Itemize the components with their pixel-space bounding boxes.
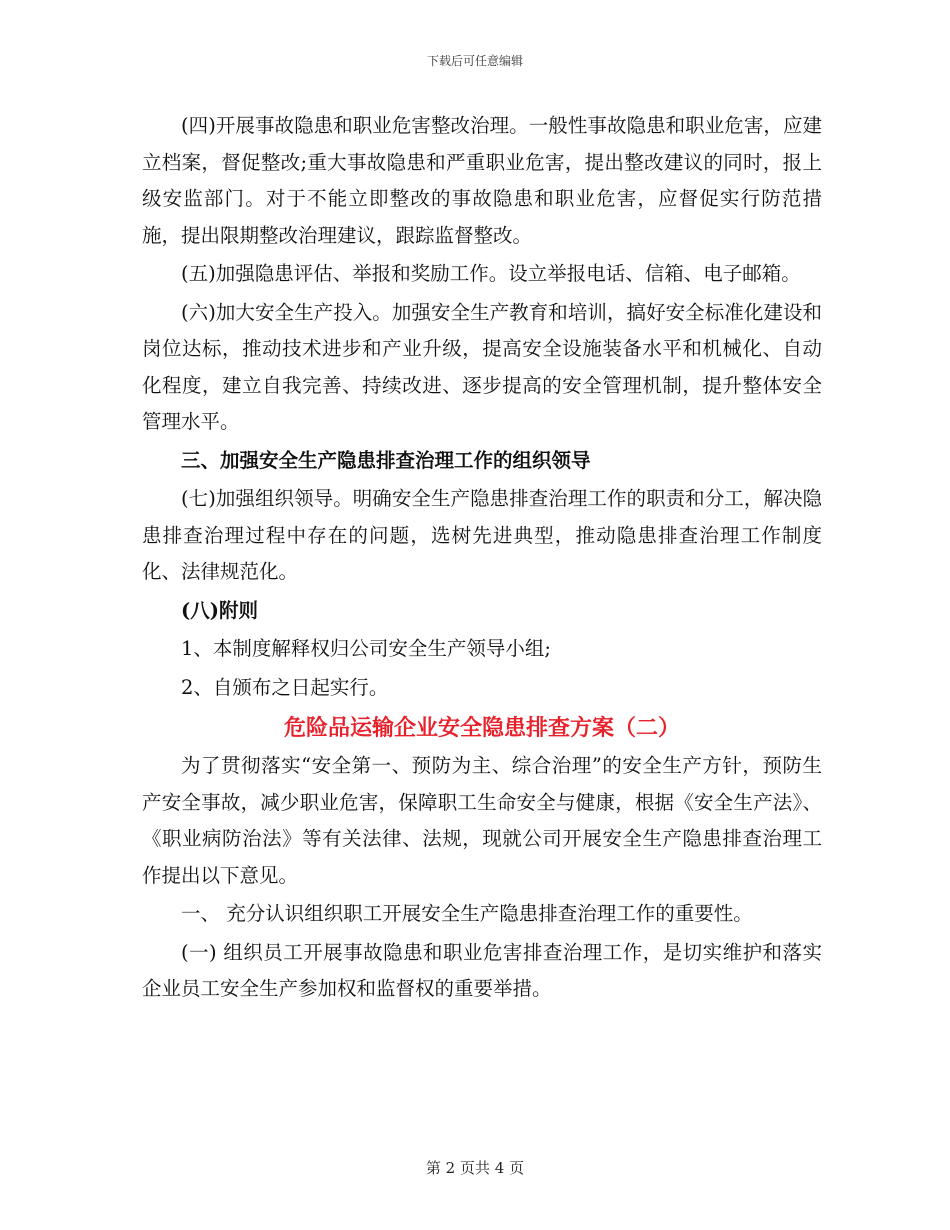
page-footer: 第 2 页共 4 页	[425, 1159, 525, 1177]
document-section-title: 危险品运输企业安全隐患排查方案（二）	[283, 715, 680, 741]
paragraph-introduction: 为了贯彻落实“安全第一、预防为主、综合治理”的安全生产方针，预防生产安全事故，减少职业危害，保障职工生命安全与健康，根据《安全生产法》、《职业病防治法》等有关法律、法规，现就公司开展安全生产隐患排查治理工作提出以下意见。	[142, 754, 822, 887]
paragraph-organization: (七)加强组织领导。明确安全生产隐患排查治理工作的职责和分工，解决隐患排查治理过程中存在的问题，选树先进典型，推动隐患排查治理工作制度化、法律规范化。	[142, 487, 822, 583]
paragraph-point-one-sub: (一) 组织员工开展事故隐患和职业危害排查治理工作，是切实维护和落实企业员工安全生产参加权和监督权的重要举措。	[142, 940, 822, 1000]
list-item-interpretation: 1、本制度解释权归公司安全生产领导小组;	[181, 637, 551, 660]
list-item-effective-date: 2、自颁布之日起实行。	[181, 675, 389, 699]
paragraph-point-one: 一、 充分认识组织职工开展安全生产隐患排查治理工作的重要性。	[181, 902, 753, 925]
section-heading-appendix: (八)附则	[181, 598, 258, 622]
section-heading-leadership: 三、加强安全生产隐患排查治理工作的组织领导	[181, 448, 591, 472]
paragraph-reporting: (五)加强隐患评估、举报和奖励工作。设立举报电话、信箱、电子邮箱。	[181, 262, 801, 285]
page-header: 下载后可任意编辑	[426, 54, 523, 68]
document-body	[142, 108, 822, 1010]
paragraph-rectification: (四)开展事故隐患和职业危害整改治理。一般性事故隐患和职业危害，应建立档案，督促整改;重大事故隐患和严重职业危害，提出整改建议的同时，报上级安监部门。对于不能立即整改的事故隐患和职业危害，应督促实行防范措施，提出限期整改治理建议，跟踪监督整改。	[142, 114, 822, 247]
paragraph-investment: (六)加大安全生产投入。加强安全生产教育和培训，搞好安全标准化建设和岗位达标，推动技术进步和产业升级，提高安全设施装备水平和机械化、自动化程度，建立自我完善、持续改进、逐步提高的安全管理机制，提升整体安全管理水平。	[142, 300, 822, 433]
